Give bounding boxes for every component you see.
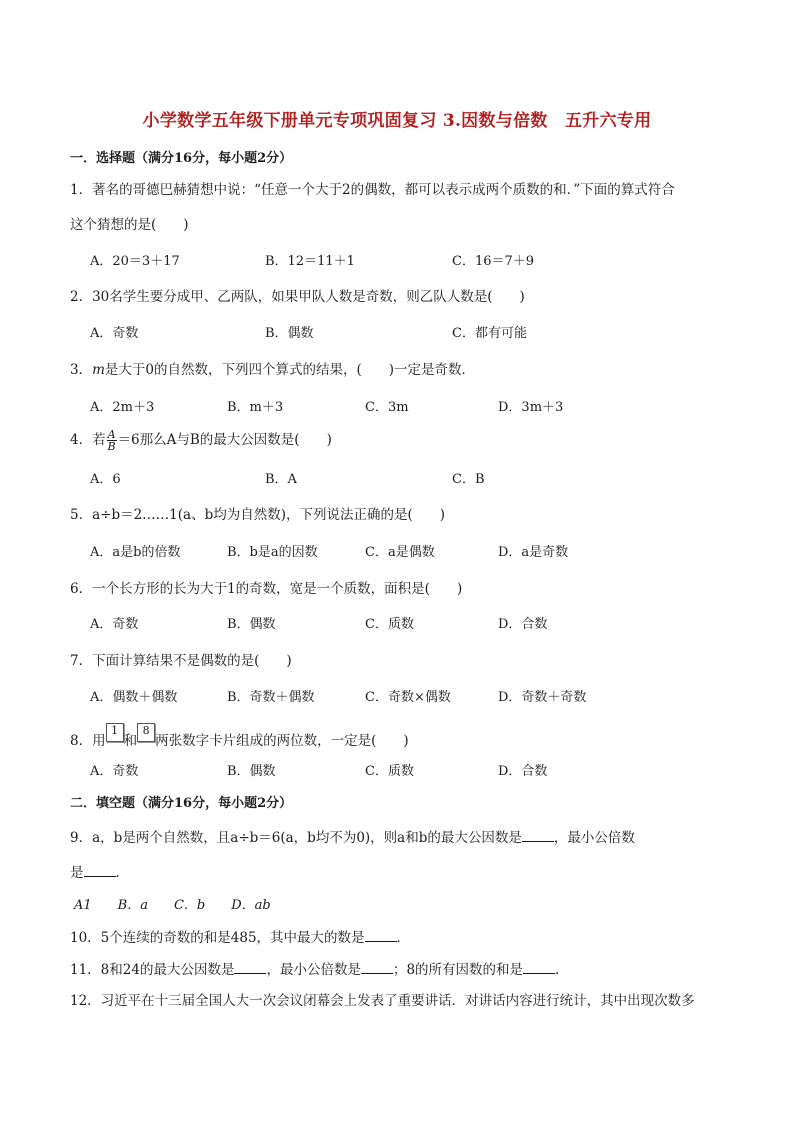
question-12-line: 12．习近平在十三届全国人大一次会议闭幕会上发表了重要讲话．对讲话内容进行统计，其中出现次数多 — [70, 993, 695, 1009]
answer-blank[interactable] — [234, 961, 266, 974]
question-3-text: 是大于0的自然数，下列四个算式的结果，( )一定是奇数． — [104, 362, 476, 378]
answer-blank[interactable] — [361, 961, 393, 974]
question-4-prefix: 4．若 — [70, 432, 106, 448]
question-4-text: ＝6那么A与B的最大公因数是( ) — [117, 432, 332, 448]
option-c[interactable]: C．质数 — [365, 764, 414, 779]
answer-blank[interactable] — [522, 829, 554, 842]
option-b[interactable]: B．偶数 — [265, 326, 314, 341]
option-a[interactable]: A．奇数 — [90, 764, 139, 779]
question-8-line — [70, 724, 409, 749]
answer-blank[interactable] — [523, 961, 555, 974]
question-6-line: 6．一个长方形的长为大于1的奇数，宽是一个质数，面积是( ) — [70, 581, 463, 597]
question-11-text: 11．8和24的最大公因数是 — [70, 962, 235, 978]
option-d[interactable]: D．奇数＋奇数 — [498, 690, 587, 705]
option-c[interactable]: C．质数 — [365, 617, 414, 632]
question-2-options — [90, 322, 730, 340]
question-3-variable: m — [92, 362, 105, 378]
option-b[interactable]: B．b是a的因数 — [227, 545, 318, 560]
question-9-line-1 — [70, 826, 635, 846]
question-9-text-4: ． — [115, 865, 129, 881]
question-10-line — [70, 926, 410, 946]
question-5-line: 5．a÷b＝2……1(a、b均为自然数)，下列说法正确的是( ) — [70, 507, 446, 523]
question-8-and: 和 — [123, 733, 138, 749]
question-2-line: 2．30名学生要分成甲、乙两队，如果甲队人数是奇数，则乙队人数是( ) — [70, 289, 525, 305]
fraction-denominator: B — [107, 440, 116, 453]
question-8-text: 两张数字卡片组成的两位数，一定是( ) — [155, 733, 409, 749]
fraction-numerator: A — [107, 428, 116, 441]
option-c[interactable]: C．16＝7＋9 — [452, 254, 535, 269]
question-4-line — [70, 428, 332, 452]
option-b[interactable]: B．12＝11＋1 — [265, 254, 355, 269]
page-title: 小学数学五年级下册单元专项巩固复习 3.因数与倍数 五升六专用 — [142, 111, 652, 131]
question-10-end: ． — [396, 930, 411, 946]
option-c[interactable]: C．a是偶数 — [365, 545, 435, 560]
option-b[interactable]: B．偶数 — [227, 764, 276, 779]
question-5-options — [90, 541, 730, 559]
number-card-1: 1 — [106, 723, 124, 742]
option-a[interactable]: A．奇数 — [90, 617, 139, 632]
question-3-options — [90, 396, 730, 414]
question-11-text-2: ，最小公倍数是 — [266, 962, 361, 978]
option-a[interactable]: A．奇数 — [90, 326, 139, 341]
question-11-end: ． — [555, 962, 569, 978]
answer-blank[interactable] — [84, 864, 116, 877]
question-9-choices: A1 B．a C．b D．ab — [74, 898, 271, 913]
section-heading-choice: 一．选择题（满分16分，每小题2分） — [70, 151, 293, 166]
question-6-options — [90, 613, 730, 631]
number-card-8: 8 — [137, 723, 155, 742]
question-1-line-1: 1．著名的哥德巴赫猜想中说：“任意一个大于2的偶数，都可以表示成两个质数的和．”下面的算式符合 — [70, 182, 675, 198]
question-9-line-2 — [70, 861, 129, 881]
option-b[interactable]: B．A — [265, 472, 297, 487]
question-11-line — [70, 958, 569, 978]
question-9-text-2: ，最小公倍数 — [553, 830, 635, 846]
option-d[interactable]: D．合数 — [498, 617, 548, 632]
option-c[interactable]: C．奇数×偶数 — [365, 690, 451, 705]
question-9-text: 9．a，b是两个自然数，且a÷b＝6(a，b均不为0)，则a和b的最大公因数是 — [70, 830, 522, 846]
question-7-line: 7．下面计算结果不是偶数的是( ) — [70, 653, 292, 669]
question-1-line-2: 这个猜想的是( ) — [70, 217, 189, 233]
question-4-options — [90, 468, 730, 486]
answer-blank[interactable] — [365, 929, 397, 942]
option-d[interactable]: D．3m＋3 — [498, 400, 564, 415]
option-a[interactable]: A．2m＋3 — [90, 400, 155, 415]
question-1-options — [90, 250, 730, 268]
question-10-text: 10．5个连续的奇数的和是485，其中最大的数是 — [70, 930, 365, 946]
question-8-prefix: 8．用 — [70, 733, 106, 749]
option-a[interactable]: A．6 — [90, 472, 121, 487]
option-d[interactable]: D．a是奇数 — [498, 545, 569, 560]
option-c[interactable]: C．B — [452, 472, 485, 487]
option-a[interactable]: A．偶数＋偶数 — [90, 690, 178, 705]
option-b[interactable]: B．偶数 — [227, 617, 276, 632]
option-a[interactable]: A．a是b的倍数 — [90, 545, 181, 560]
section-heading-fill: 二．填空题（满分16分，每小题2分） — [70, 796, 293, 811]
option-a[interactable]: A．20＝3＋17 — [90, 254, 180, 269]
question-11-text-3: ；8的所有因数的和是 — [392, 962, 524, 978]
question-8-options — [90, 760, 730, 778]
option-d[interactable]: D．合数 — [498, 764, 548, 779]
question-3-line — [70, 358, 475, 378]
option-c[interactable]: C．都有可能 — [452, 326, 527, 341]
question-3-prefix: 3． — [70, 362, 93, 378]
fraction — [107, 429, 117, 452]
option-b[interactable]: B．m＋3 — [227, 400, 284, 415]
question-7-options — [90, 686, 730, 704]
question-9-text-3: 是 — [70, 865, 84, 881]
option-c[interactable]: C．3m — [365, 400, 409, 415]
option-b[interactable]: B．奇数＋偶数 — [227, 690, 315, 705]
